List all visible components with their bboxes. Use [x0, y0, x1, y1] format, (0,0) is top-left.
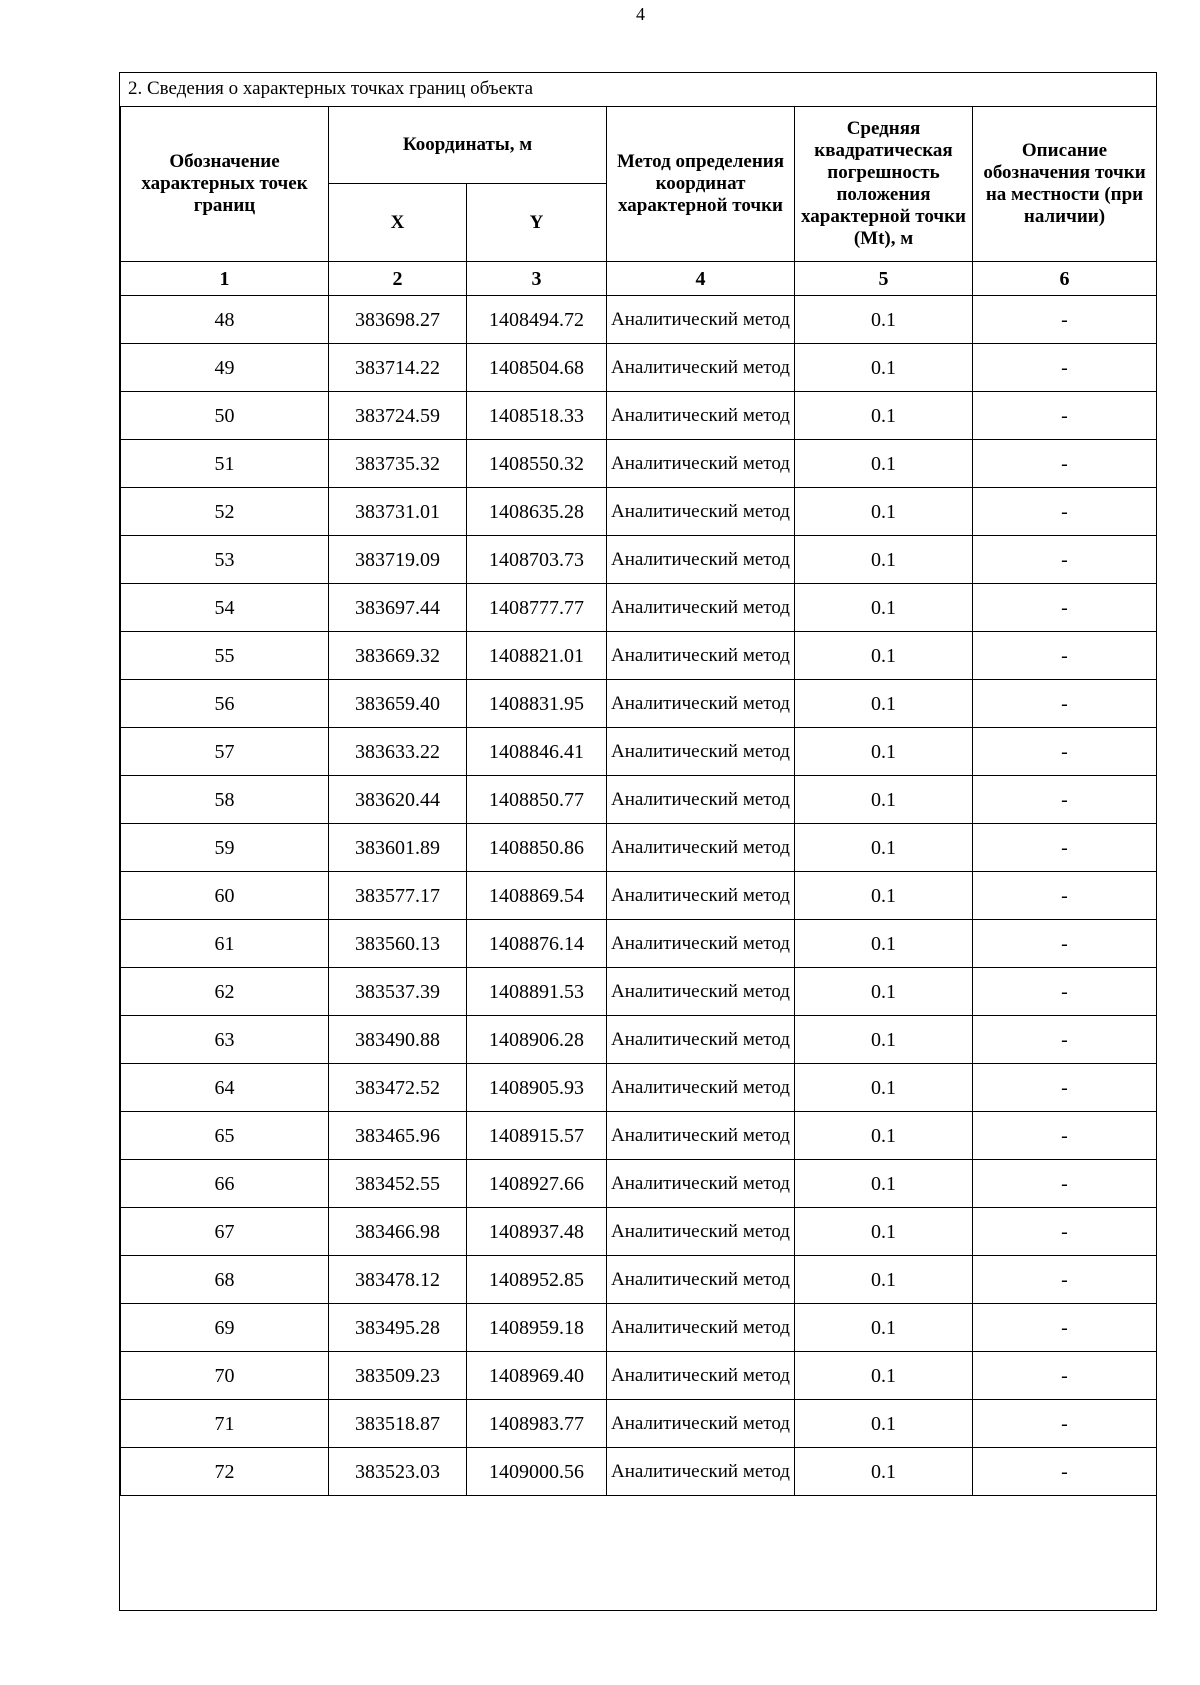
point-designation-cell: 66 — [121, 1160, 329, 1208]
method-cell: Аналитический метод — [607, 1400, 795, 1448]
coordinate-x-cell: 383518.87 — [329, 1400, 467, 1448]
point-designation-cell: 58 — [121, 776, 329, 824]
coordinate-y-cell: 1408952.85 — [467, 1256, 607, 1304]
description-cell: - — [973, 1064, 1157, 1112]
error-cell: 0.1 — [795, 488, 973, 536]
coordinate-x-cell: 383719.09 — [329, 536, 467, 584]
page-number: 4 — [636, 4, 645, 24]
description-cell: - — [973, 1160, 1157, 1208]
point-designation-cell: 54 — [121, 584, 329, 632]
table-row — [121, 728, 1157, 776]
point-designation-cell: 56 — [121, 680, 329, 728]
point-designation-cell: 61 — [121, 920, 329, 968]
column-numbers-row — [121, 262, 1157, 296]
description-cell: - — [973, 536, 1157, 584]
coordinate-y-cell: 1408635.28 — [467, 488, 607, 536]
coordinate-x-cell: 383601.89 — [329, 824, 467, 872]
description-cell: - — [973, 680, 1157, 728]
coordinate-y-cell: 1408494.72 — [467, 296, 607, 344]
error-cell: 0.1 — [795, 920, 973, 968]
table-row — [121, 1208, 1157, 1256]
coordinate-x-cell: 383560.13 — [329, 920, 467, 968]
header-row — [121, 107, 1157, 184]
table-row — [121, 296, 1157, 344]
column-number: 2 — [329, 262, 467, 296]
method-cell: Аналитический метод — [607, 776, 795, 824]
coordinate-x-cell: 383490.88 — [329, 1016, 467, 1064]
header-x: X — [329, 184, 467, 262]
coordinate-x-cell: 383523.03 — [329, 1448, 467, 1496]
method-cell: Аналитический метод — [607, 440, 795, 488]
coordinate-x-cell: 383735.32 — [329, 440, 467, 488]
point-designation-cell: 52 — [121, 488, 329, 536]
table-body — [121, 296, 1157, 1496]
table-row — [121, 1064, 1157, 1112]
table-row — [121, 488, 1157, 536]
coordinate-y-cell: 1408550.32 — [467, 440, 607, 488]
coordinate-x-cell: 383669.32 — [329, 632, 467, 680]
coordinate-y-cell: 1408831.95 — [467, 680, 607, 728]
coordinate-y-cell: 1408703.73 — [467, 536, 607, 584]
table-row — [121, 344, 1157, 392]
header-designation: Обозначение характерных точек границ — [121, 107, 329, 262]
table-row — [121, 680, 1157, 728]
coordinate-x-cell: 383537.39 — [329, 968, 467, 1016]
boundary-points-table — [120, 106, 1157, 1496]
column-number: 5 — [795, 262, 973, 296]
description-cell: - — [973, 440, 1157, 488]
method-cell: Аналитический метод — [607, 1208, 795, 1256]
description-cell: - — [973, 920, 1157, 968]
table-row — [121, 440, 1157, 488]
header-coordinates: Координаты, м — [329, 107, 607, 184]
document-frame — [119, 72, 1157, 1611]
error-cell: 0.1 — [795, 1208, 973, 1256]
table-row — [121, 776, 1157, 824]
header-method: Метод определения координат характерной точки — [607, 107, 795, 262]
error-cell: 0.1 — [795, 344, 973, 392]
section-title: 2. Сведения о характерных точках границ объекта — [128, 78, 534, 99]
coordinate-x-cell: 383577.17 — [329, 872, 467, 920]
method-cell: Аналитический метод — [607, 920, 795, 968]
coordinate-x-cell: 383620.44 — [329, 776, 467, 824]
coordinate-x-cell: 383714.22 — [329, 344, 467, 392]
method-cell: Аналитический метод — [607, 1112, 795, 1160]
method-cell: Аналитический метод — [607, 536, 795, 584]
coordinate-x-cell: 383731.01 — [329, 488, 467, 536]
method-cell: Аналитический метод — [607, 1448, 795, 1496]
point-designation-cell: 72 — [121, 1448, 329, 1496]
coordinate-y-cell: 1408518.33 — [467, 392, 607, 440]
point-designation-cell: 53 — [121, 536, 329, 584]
column-number: 6 — [973, 262, 1157, 296]
coordinate-y-cell: 1408850.86 — [467, 824, 607, 872]
point-designation-cell: 68 — [121, 1256, 329, 1304]
method-cell: Аналитический метод — [607, 1352, 795, 1400]
description-cell: - — [973, 632, 1157, 680]
error-cell: 0.1 — [795, 1400, 973, 1448]
table-row — [121, 920, 1157, 968]
table-row — [121, 536, 1157, 584]
method-cell: Аналитический метод — [607, 488, 795, 536]
method-cell: Аналитический метод — [607, 392, 795, 440]
method-cell: Аналитический метод — [607, 1256, 795, 1304]
error-cell: 0.1 — [795, 680, 973, 728]
table-row — [121, 1256, 1157, 1304]
header-description: Описание обозначения точки на местности (при наличии) — [973, 107, 1157, 262]
header-error: Средняя квадратическая погрешность положения характерной точки (Mt), м — [795, 107, 973, 262]
error-cell: 0.1 — [795, 1112, 973, 1160]
table-row — [121, 632, 1157, 680]
coordinate-x-cell: 383509.23 — [329, 1352, 467, 1400]
coordinate-x-cell: 383659.40 — [329, 680, 467, 728]
method-cell: Аналитический метод — [607, 632, 795, 680]
table-row — [121, 1400, 1157, 1448]
coordinate-x-cell: 383633.22 — [329, 728, 467, 776]
description-cell: - — [973, 296, 1157, 344]
coordinate-x-cell: 383697.44 — [329, 584, 467, 632]
error-cell: 0.1 — [795, 824, 973, 872]
coordinate-x-cell: 383472.52 — [329, 1064, 467, 1112]
error-cell: 0.1 — [795, 1352, 973, 1400]
error-cell: 0.1 — [795, 1160, 973, 1208]
coordinate-y-cell: 1408876.14 — [467, 920, 607, 968]
description-cell: - — [973, 392, 1157, 440]
method-cell: Аналитический метод — [607, 824, 795, 872]
table-row — [121, 968, 1157, 1016]
description-cell: - — [973, 1016, 1157, 1064]
description-cell: - — [973, 1352, 1157, 1400]
coordinate-y-cell: 1408937.48 — [467, 1208, 607, 1256]
description-cell: - — [973, 1304, 1157, 1352]
coordinate-x-cell: 383495.28 — [329, 1304, 467, 1352]
description-cell: - — [973, 968, 1157, 1016]
point-designation-cell: 59 — [121, 824, 329, 872]
error-cell: 0.1 — [795, 296, 973, 344]
method-cell: Аналитический метод — [607, 968, 795, 1016]
description-cell: - — [973, 1256, 1157, 1304]
error-cell: 0.1 — [795, 440, 973, 488]
header-y: Y — [467, 184, 607, 262]
coordinate-x-cell: 383478.12 — [329, 1256, 467, 1304]
description-cell: - — [973, 1112, 1157, 1160]
description-cell: - — [973, 872, 1157, 920]
error-cell: 0.1 — [795, 1304, 973, 1352]
error-cell: 0.1 — [795, 1016, 973, 1064]
point-designation-cell: 63 — [121, 1016, 329, 1064]
method-cell: Аналитический метод — [607, 296, 795, 344]
description-cell: - — [973, 584, 1157, 632]
point-designation-cell: 71 — [121, 1400, 329, 1448]
description-cell: - — [973, 824, 1157, 872]
description-cell: - — [973, 728, 1157, 776]
coordinate-x-cell: 383465.96 — [329, 1112, 467, 1160]
coordinate-y-cell: 1408850.77 — [467, 776, 607, 824]
error-cell: 0.1 — [795, 968, 973, 1016]
column-number: 1 — [121, 262, 329, 296]
error-cell: 0.1 — [795, 1448, 973, 1496]
coordinate-y-cell: 1408905.93 — [467, 1064, 607, 1112]
description-cell: - — [973, 344, 1157, 392]
table-row — [121, 1016, 1157, 1064]
coordinate-y-cell: 1408927.66 — [467, 1160, 607, 1208]
coordinate-y-cell: 1408504.68 — [467, 344, 607, 392]
method-cell: Аналитический метод — [607, 1064, 795, 1112]
coordinate-x-cell: 383724.59 — [329, 392, 467, 440]
coordinate-y-cell: 1408891.53 — [467, 968, 607, 1016]
point-designation-cell: 57 — [121, 728, 329, 776]
coordinate-x-cell: 383466.98 — [329, 1208, 467, 1256]
point-designation-cell: 69 — [121, 1304, 329, 1352]
description-cell: - — [973, 1400, 1157, 1448]
point-designation-cell: 62 — [121, 968, 329, 1016]
error-cell: 0.1 — [795, 392, 973, 440]
point-designation-cell: 67 — [121, 1208, 329, 1256]
coordinate-y-cell: 1408959.18 — [467, 1304, 607, 1352]
table-row — [121, 1160, 1157, 1208]
coordinate-y-cell: 1408915.57 — [467, 1112, 607, 1160]
coordinate-y-cell: 1408969.40 — [467, 1352, 607, 1400]
error-cell: 0.1 — [795, 536, 973, 584]
point-designation-cell: 48 — [121, 296, 329, 344]
error-cell: 0.1 — [795, 728, 973, 776]
point-designation-cell: 51 — [121, 440, 329, 488]
method-cell: Аналитический метод — [607, 1160, 795, 1208]
point-designation-cell: 65 — [121, 1112, 329, 1160]
column-number: 4 — [607, 262, 795, 296]
point-designation-cell: 60 — [121, 872, 329, 920]
error-cell: 0.1 — [795, 1256, 973, 1304]
table-row — [121, 1304, 1157, 1352]
method-cell: Аналитический метод — [607, 1304, 795, 1352]
table-row — [121, 1112, 1157, 1160]
method-cell: Аналитический метод — [607, 680, 795, 728]
point-designation-cell: 55 — [121, 632, 329, 680]
table-row — [121, 872, 1157, 920]
coordinate-y-cell: 1408906.28 — [467, 1016, 607, 1064]
point-designation-cell: 50 — [121, 392, 329, 440]
table-row — [121, 824, 1157, 872]
coordinate-y-cell: 1408821.01 — [467, 632, 607, 680]
coordinate-y-cell: 1409000.56 — [467, 1448, 607, 1496]
coordinate-x-cell: 383452.55 — [329, 1160, 467, 1208]
coordinate-y-cell: 1408869.54 — [467, 872, 607, 920]
method-cell: Аналитический метод — [607, 344, 795, 392]
error-cell: 0.1 — [795, 584, 973, 632]
table-row — [121, 1448, 1157, 1496]
method-cell: Аналитический метод — [607, 584, 795, 632]
method-cell: Аналитический метод — [607, 872, 795, 920]
description-cell: - — [973, 1448, 1157, 1496]
coordinate-y-cell: 1408846.41 — [467, 728, 607, 776]
coordinate-y-cell: 1408777.77 — [467, 584, 607, 632]
description-cell: - — [973, 488, 1157, 536]
table-row — [121, 584, 1157, 632]
method-cell: Аналитический метод — [607, 728, 795, 776]
error-cell: 0.1 — [795, 776, 973, 824]
description-cell: - — [973, 776, 1157, 824]
column-number: 3 — [467, 262, 607, 296]
error-cell: 0.1 — [795, 872, 973, 920]
method-cell: Аналитический метод — [607, 1016, 795, 1064]
table-row — [121, 392, 1157, 440]
error-cell: 0.1 — [795, 1064, 973, 1112]
point-designation-cell: 64 — [121, 1064, 329, 1112]
coordinate-x-cell: 383698.27 — [329, 296, 467, 344]
coordinate-y-cell: 1408983.77 — [467, 1400, 607, 1448]
table-row — [121, 1352, 1157, 1400]
error-cell: 0.1 — [795, 632, 973, 680]
point-designation-cell: 49 — [121, 344, 329, 392]
point-designation-cell: 70 — [121, 1352, 329, 1400]
description-cell: - — [973, 1208, 1157, 1256]
